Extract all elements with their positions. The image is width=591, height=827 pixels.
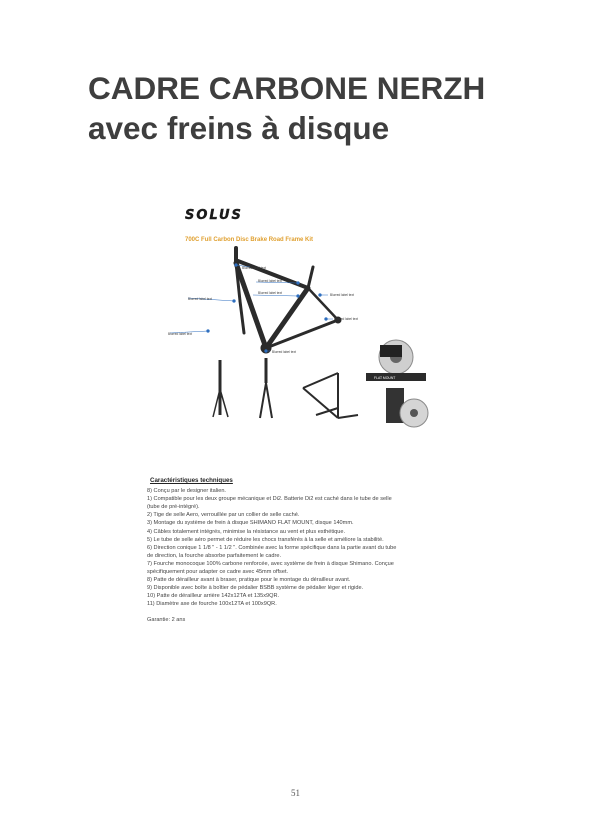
warranty-note: Garantie: 2 ans bbox=[147, 616, 186, 623]
spec-line: 6) Direction conique 1 1/8 " - 1 1/2 ". Combinée avec la forme spécifique dans la partie avant du tube bbox=[147, 544, 397, 551]
spec-line: 3) Montage du système de frein à disque SHIMANO FLAT MOUNT, disque 140mm. bbox=[147, 520, 354, 527]
fork-thumbnail bbox=[260, 358, 272, 418]
spec-line: 2) Tige de selle Aero, verrouillée par un collier de selle caché. bbox=[147, 512, 300, 519]
callout-label: Blurred label text bbox=[272, 350, 296, 354]
main-frame-image bbox=[236, 248, 341, 353]
spec-line: 10) Patte de dérailleur arrière 142x12TA et 135x9QR. bbox=[147, 593, 280, 600]
kit-title: 700C Full Carbon Disc Brake Road Frame Kit bbox=[185, 237, 314, 243]
spec-line: 5) Le tube de selle aéro permet de réduire les chocs transférés à la selle et améliore la stabilité. bbox=[147, 536, 384, 543]
callout-label: Blurred label text bbox=[188, 297, 212, 301]
spec-line: 4) Câbles totalement intégrés, minimise la résistance au vent et plus esthétique. bbox=[147, 528, 346, 535]
spec-line: 8) Patte de dérailleur avant à braser, pratique pour le montage du dérailleur avant. bbox=[147, 577, 351, 584]
spec-line: spécifiquement pour adapter ce cadre avec 45mm offset. bbox=[147, 569, 289, 576]
seatpost-thumbnail bbox=[213, 360, 228, 417]
spec-line: 7) Fourche monocoque 100% carbone renforcée, avec système de frein à disque Shimano. Conçue bbox=[147, 560, 394, 567]
callout-label: Blurred label text bbox=[334, 317, 358, 321]
spec-line: 9) Disponible avec boîte à boîtier de pédalier BSBB système de pédalier léger et rigide. bbox=[147, 585, 364, 592]
callout-label: Blurred label text bbox=[168, 332, 192, 336]
flat-mount-badge: FLAT MOUNT bbox=[374, 376, 396, 380]
page-title: CADRE CARBONE NERZH avec freins à disque bbox=[88, 70, 486, 146]
spec-line: (tube de pré-intégré). bbox=[147, 504, 200, 511]
rear-triangle-thumbnail bbox=[303, 373, 358, 418]
spec-heading: Caractéristiques techniques bbox=[150, 477, 233, 484]
disc-brake-inset bbox=[366, 340, 428, 427]
callout-label: Blurred label text bbox=[242, 266, 266, 270]
spec-line: 8) Conçu par le designer italien. bbox=[147, 488, 226, 495]
spec-line: de direction, la fourche absorbe parfaitement le cadre. bbox=[147, 552, 282, 559]
spec-line: 11) Diamètre axe de fourche 100x12TA et 100x9QR. bbox=[147, 601, 277, 608]
page-number: 51 bbox=[291, 788, 300, 798]
spec-line: 1) Compatible pour les deux groupe mécanique et Di2. Batterie Di2 est caché dans le tube de selle bbox=[147, 496, 392, 503]
product-image bbox=[158, 203, 436, 431]
callout-label: Blurred label text bbox=[258, 279, 282, 283]
callout-label: Blurred label text bbox=[258, 291, 282, 295]
callout-label: Blurred label text bbox=[330, 293, 354, 297]
brand-logo: SOLUS bbox=[185, 208, 243, 223]
technical-specifications bbox=[147, 477, 447, 624]
